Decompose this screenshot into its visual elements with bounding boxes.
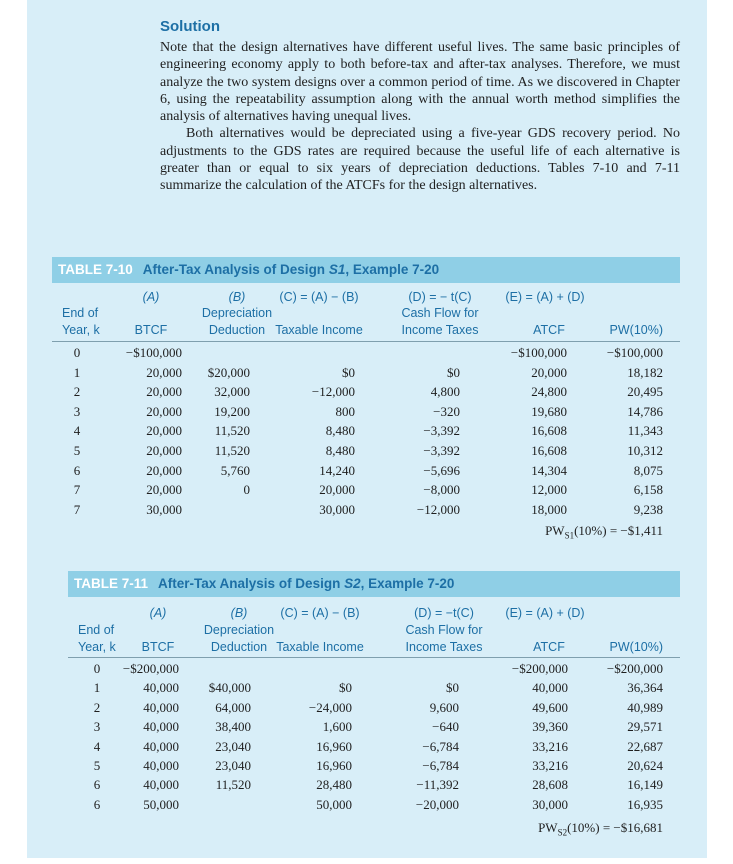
cell-btcf: −$100,000 — [125, 345, 182, 360]
cell-depreciation: 38,400 — [215, 719, 251, 735]
cell-btcf: 50,000 — [143, 796, 179, 812]
cell-btcf: 20,000 — [146, 384, 182, 400]
cell-year: 6 — [93, 796, 101, 812]
header-rule — [68, 657, 680, 658]
header-atcf: ATCF — [533, 640, 565, 654]
header-year-k: Year, k — [78, 640, 116, 654]
header-col-c: (C) = (A) − (B) — [280, 606, 360, 620]
cell-pw: 20,624 — [627, 758, 663, 773]
cell-btcf: 40,000 — [143, 777, 179, 793]
cell-btcf: 20,000 — [146, 403, 182, 419]
cell-year: 5 — [93, 758, 101, 773]
solution-title: Solution — [160, 18, 220, 35]
cell-btcf: 40,000 — [143, 719, 179, 735]
cell-pw: 29,571 — [627, 719, 663, 735]
header-col-b: (B) — [228, 290, 246, 304]
header-deduction: Deduction — [208, 323, 266, 337]
cell-btcf: −$200,000 — [122, 661, 179, 676]
cell-pw: 40,989 — [627, 699, 663, 715]
cell-taxable-income: $0 — [339, 680, 352, 696]
header-col-d: (D) = −t(C) — [414, 606, 474, 620]
cell-depreciation: 0 — [243, 482, 250, 498]
header-pw: PW(10%) — [609, 640, 663, 654]
cell-atcf: 18,000 — [531, 501, 567, 517]
cell-year: 4 — [93, 738, 101, 754]
table-number: TABLE 7-11 — [74, 576, 149, 591]
cell-year: 5 — [73, 443, 81, 458]
cell-btcf: 20,000 — [146, 482, 182, 498]
cell-depreciation: 32,000 — [214, 384, 250, 400]
header-btcf: BTCF — [141, 640, 175, 654]
cell-pw: 9,238 — [633, 501, 663, 517]
cell-taxable-income: 28,480 — [316, 777, 352, 793]
cell-depreciation: $20,000 — [207, 364, 250, 380]
cell-income-taxes: −3,392 — [423, 423, 460, 439]
solution-paragraph-1: Note that the design alternatives have different useful lives. The same basic principles of engineering economy apply to both before-tax and after-tax analyses. Therefore, we must analyze the two system designs over a common period of time. As we discovered in Chapter 6, using the repeatability assumption along with the annual worth method simplifies the analysis of alternatives having unequal lives. — [160, 40, 680, 125]
header-col-c: (C) = (A) − (B) — [279, 290, 359, 304]
cell-taxable-income: 16,960 — [316, 758, 352, 773]
cell-depreciation: 23,040 — [215, 738, 251, 754]
cell-taxable-income: 20,000 — [319, 482, 355, 498]
table-banner — [52, 257, 680, 283]
cell-pw: −$100,000 — [606, 345, 663, 360]
header-taxable-income: Taxable Income — [275, 323, 363, 337]
table-caption: After-Tax Analysis of Design S2, Example 7-20 — [158, 576, 455, 591]
cell-income-taxes: −11,392 — [416, 777, 459, 793]
cell-year: 0 — [93, 661, 101, 676]
cell-income-taxes: $0 — [447, 364, 460, 380]
header-year-k: Year, k — [62, 323, 100, 337]
cell-btcf: 40,000 — [143, 738, 179, 754]
header-col-b: (B) — [230, 606, 248, 620]
cell-btcf: 20,000 — [146, 364, 182, 380]
header-cash-flow-for: Cash Flow for — [405, 623, 483, 637]
header-btcf: BTCF — [134, 323, 168, 337]
cell-atcf: 14,304 — [531, 462, 567, 478]
cell-depreciation: 11,520 — [214, 443, 250, 458]
cell-atcf: 20,000 — [531, 364, 567, 380]
table-number: TABLE 7-10 — [58, 262, 133, 277]
header-income-taxes: Income Taxes — [401, 323, 479, 337]
cell-pw: 14,786 — [627, 403, 663, 419]
cell-year: 3 — [73, 403, 81, 419]
cell-pw: 10,312 — [627, 443, 663, 458]
cell-income-taxes: −3,392 — [423, 443, 460, 458]
table-banner — [68, 571, 680, 597]
cell-atcf: 30,000 — [532, 796, 568, 812]
cell-btcf: 20,000 — [146, 443, 182, 458]
cell-year: 7 — [73, 482, 81, 498]
cell-taxable-income: 1,600 — [322, 719, 352, 735]
cell-atcf: 24,800 — [531, 384, 567, 400]
cell-atcf: 40,000 — [532, 680, 568, 696]
cell-year: 7 — [73, 501, 81, 517]
cell-taxable-income: 16,960 — [316, 738, 352, 754]
pw-total: $PW_{S1}(10\%)$ = −$1,411 — [545, 523, 663, 541]
cell-atcf: 16,608 — [531, 423, 567, 439]
cell-atcf: 39,360 — [532, 719, 568, 735]
cell-year: 1 — [93, 680, 101, 696]
cell-atcf: 33,216 — [532, 758, 568, 773]
cell-year: 6 — [73, 462, 81, 478]
cell-pw: 16,149 — [627, 777, 663, 793]
cell-atcf: 49,600 — [532, 699, 568, 715]
cell-pw: 22,687 — [627, 738, 663, 754]
cell-income-taxes: 9,600 — [429, 699, 459, 715]
solution-paragraph-2: Both alternatives would be depreciated using a five-year GDS recovery period. No adjustments to the GDS rates are required because the useful life of each alternative is greater than or equal to six years of depreciation deductions. Tables 7-10 and 7-11 summarize the calculation of the ATCFs for the design alternatives. — [160, 126, 680, 194]
header-col-e: (E) = (A) + (D) — [505, 606, 585, 620]
cell-depreciation: 64,000 — [215, 699, 251, 715]
cell-income-taxes: −5,696 — [423, 462, 460, 478]
cell-income-taxes: 4,800 — [430, 384, 460, 400]
cell-income-taxes: −640 — [432, 719, 459, 735]
cell-atcf: 12,000 — [531, 482, 567, 498]
cell-year: 3 — [93, 719, 101, 735]
cell-btcf: 20,000 — [146, 423, 182, 439]
cell-pw: 18,182 — [627, 364, 663, 380]
cell-pw: −$200,000 — [606, 661, 663, 676]
cell-btcf: 40,000 — [143, 680, 179, 696]
cell-year: 4 — [73, 423, 81, 439]
solution-section — [160, 18, 680, 195]
header-depreciation: Depreciation — [201, 306, 273, 320]
cell-btcf: 30,000 — [146, 501, 182, 517]
cell-atcf: 16,608 — [531, 443, 567, 458]
cell-atcf: 19,680 — [531, 403, 567, 419]
cell-taxable-income: 30,000 — [319, 501, 355, 517]
cell-income-taxes: −320 — [433, 403, 460, 419]
cell-depreciation: 5,760 — [220, 462, 250, 478]
cell-income-taxes: −8,000 — [423, 482, 460, 498]
header-rule — [52, 341, 680, 342]
cell-btcf: 40,000 — [143, 699, 179, 715]
cell-year: 2 — [93, 699, 101, 715]
cell-taxable-income: 8,480 — [325, 443, 355, 458]
cell-taxable-income: −24,000 — [308, 699, 352, 715]
cell-income-taxes: $0 — [446, 680, 459, 696]
cell-depreciation: 11,520 — [214, 423, 250, 439]
cell-year: 2 — [73, 384, 81, 400]
cell-depreciation: 11,520 — [215, 777, 251, 793]
cell-year: 6 — [93, 777, 101, 793]
header-deduction: Deduction — [210, 640, 268, 654]
cell-pw: 36,364 — [627, 680, 663, 696]
table-caption: After-Tax Analysis of Design S1, Example 7-20 — [142, 262, 440, 277]
cell-pw: 11,343 — [627, 423, 663, 439]
header-taxable-income: Taxable Income — [276, 640, 364, 654]
pw-total: $PW_{S2}(10\%)$ = −$16,681 — [538, 820, 663, 838]
cell-atcf: −$200,000 — [511, 661, 568, 676]
cell-atcf: 33,216 — [532, 738, 568, 754]
cell-taxable-income: $0 — [342, 364, 355, 380]
cell-depreciation: 19,200 — [214, 403, 250, 419]
cell-income-taxes: −6,784 — [422, 738, 459, 754]
header-cash-flow-for: Cash Flow for — [401, 306, 479, 320]
cell-taxable-income: 14,240 — [319, 462, 355, 478]
cell-depreciation: 23,040 — [215, 758, 251, 773]
cell-income-taxes: −20,000 — [415, 796, 459, 812]
cell-pw: 8,075 — [633, 462, 663, 478]
header-col-a: (A) — [149, 606, 167, 620]
cell-pw: 16,935 — [627, 796, 663, 812]
cell-year: 0 — [73, 345, 81, 360]
cell-taxable-income: 50,000 — [316, 796, 352, 812]
header-col-d: (D) = − t(C) — [408, 290, 472, 304]
cell-depreciation: $40,000 — [208, 680, 251, 696]
cell-atcf: 28,608 — [532, 777, 568, 793]
cell-year: 1 — [73, 364, 81, 380]
cell-atcf: −$100,000 — [510, 345, 567, 360]
header-pw: PW(10%) — [609, 323, 663, 337]
header-end-of: End of — [78, 623, 115, 637]
cell-income-taxes: −12,000 — [416, 501, 460, 517]
cell-income-taxes: −6,784 — [422, 758, 459, 773]
cell-btcf: 20,000 — [146, 462, 182, 478]
header-end-of: End of — [62, 306, 99, 320]
cell-btcf: 40,000 — [143, 758, 179, 773]
cell-taxable-income: −12,000 — [311, 384, 355, 400]
header-atcf: ATCF — [533, 323, 565, 337]
header-income-taxes: Income Taxes — [405, 640, 483, 654]
header-col-e: (E) = (A) + (D) — [505, 290, 585, 304]
cell-pw: 20,495 — [627, 384, 663, 400]
cell-taxable-income: 800 — [335, 403, 355, 419]
cell-taxable-income: 8,480 — [325, 423, 355, 439]
cell-pw: 6,158 — [633, 482, 663, 498]
header-col-a: (A) — [142, 290, 160, 304]
header-depreciation: Depreciation — [203, 623, 275, 637]
